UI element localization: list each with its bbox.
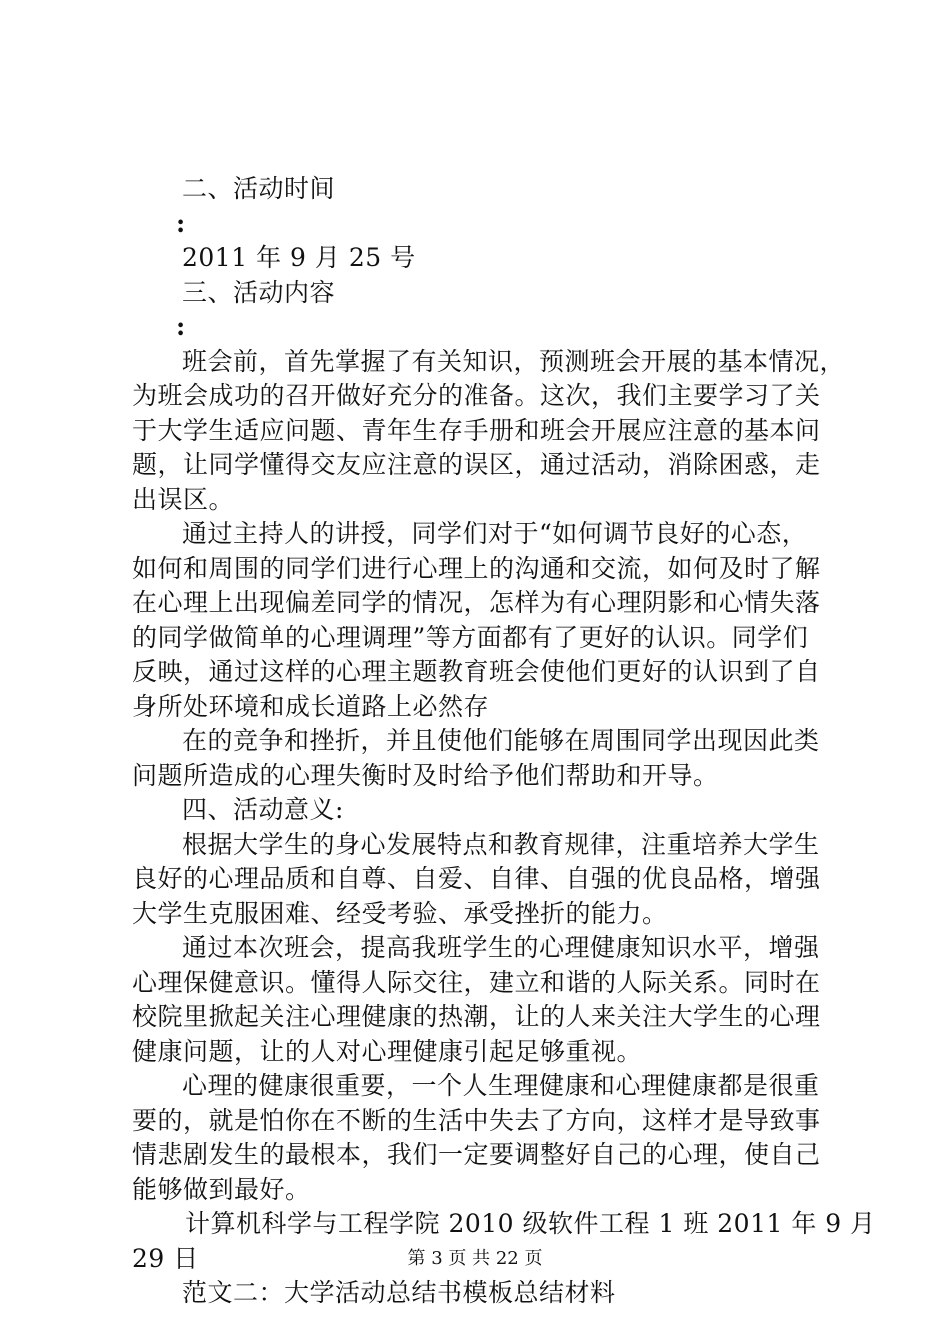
paragraph-line: 情悲剧发生的最根本，我们一定要调整好自己的心理，使自己: [132, 1140, 821, 1169]
colon-line: :: [176, 208, 186, 238]
section-heading-time: 二、活动时间: [182, 174, 336, 203]
paragraph-line: 要的，就是怕你在不断的生活中失去了方向，这样才是导致事: [132, 1105, 821, 1135]
paragraph-line: 问题所造成的心理失衡时及时给予他们帮助和开导。: [132, 760, 719, 790]
activity-date: 2011 年 9 月 25 号: [182, 243, 416, 272]
signature-line: 计算机科学与工程学院 2010 级软件工程 1 班 2011 年 9 月: [185, 1209, 876, 1238]
document-body: [132, 172, 876, 1311]
colon-line: :: [176, 312, 186, 341]
paragraph-line: 通过主持人的讲授，同学们对于“如何调节良好的心态，: [182, 519, 808, 548]
signature-date: 29 日: [132, 1243, 199, 1273]
paragraph-line: 出误区。: [132, 484, 235, 514]
paragraph-line: 健康问题，让的人对心理健康引起足够重视。: [132, 1036, 643, 1066]
paragraph-line: 的同学做简单的心理调理”等方面都有了更好的认识。同学们: [132, 622, 809, 652]
paragraph-line: 在的竞争和挫折，并且使他们能够在周围同学出现因此类: [182, 726, 820, 755]
paragraph-line: 身所处环境和成长道路上必然存: [132, 691, 490, 721]
paragraph-line: 校院里掀起关注心理健康的热潮，让的人来关注大学生的心理: [132, 1002, 821, 1031]
paragraph-line: 班会前，首先掌握了有关知识，预测班会开展的基本情况，: [182, 346, 846, 376]
paragraph-line: 能够做到最好。: [132, 1174, 311, 1204]
paragraph-line: 为班会成功的召开做好充分的准备。这次，我们主要学习了关: [132, 381, 821, 410]
section-heading-significance: 四、活动意义:: [182, 795, 344, 824]
page-footer: 第 3 页 共 22 页: [407, 1248, 543, 1269]
paragraph-line: 心理的健康很重要，一个人生理健康和心理健康都是很重: [182, 1071, 820, 1100]
next-section-title: 范文二：大学活动总结书模板总结材料: [182, 1278, 616, 1307]
paragraph-line: 题，让同学懂得交友应注意的误区，通过活动，消除困惑，走: [132, 450, 821, 479]
section-heading-content: 三、活动内容: [182, 277, 336, 307]
paragraph-line: 在心理上出现偏差同学的情况，怎样为有心理阴影和心情失落: [132, 588, 821, 617]
paragraph-line: 通过本次班会，提高我班学生的心理健康知识水平，增强: [182, 933, 820, 962]
paragraph-line: 心理保健意识。懂得人际交往，建立和谐的人际关系。同时在: [132, 967, 821, 997]
paragraph-line: 反映，通过这样的心理主题教育班会使他们更好的认识到了自: [132, 657, 821, 686]
paragraph-line: 良好的心理品质和自尊、自爱、自律、自强的优良品格，增强: [132, 864, 821, 893]
paragraph-line: 大学生克服困难、经受考验、承受挫折的能力。: [132, 898, 668, 928]
paragraph-line: 如何和周围的同学们进行心理上的沟通和交流，如何及时了解: [132, 553, 821, 583]
paragraph-line: 根据大学生的身心发展特点和教育规律，注重培养大学生: [182, 829, 820, 859]
paragraph-line: 于大学生适应问题、青年生存手册和班会开展应注意的基本问: [132, 415, 821, 445]
